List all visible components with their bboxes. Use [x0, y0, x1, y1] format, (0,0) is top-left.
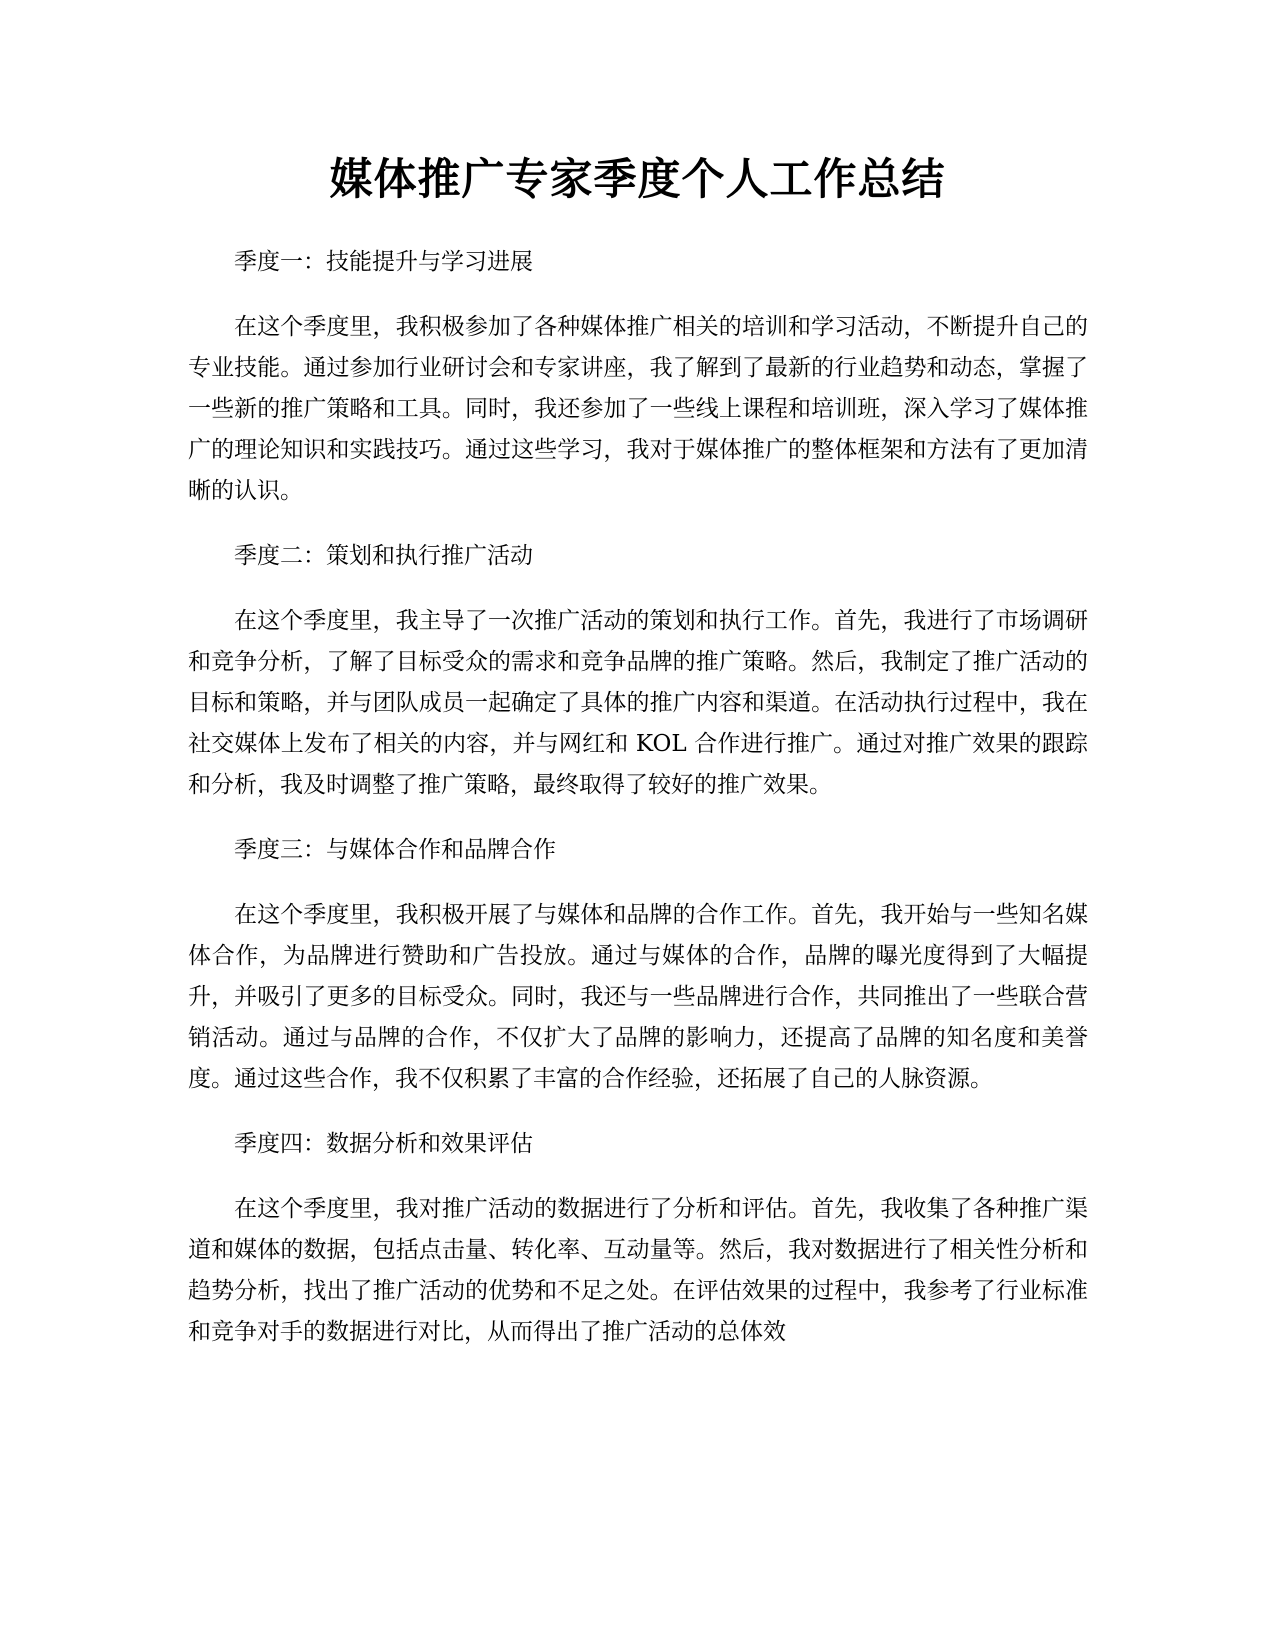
section-3-paragraph: 在这个季度里，我积极开展了与媒体和品牌的合作工作。首先，我开始与一些知名媒体合作，为品牌进行赞助和广告投放。通过与媒体的合作，品牌的曝光度得到了大幅提升，并吸引了更多的目标受众。同时，我还与一些品牌进行合作，共同推出了一些联合营销活动。通过与品牌的合作，不仅扩大了品牌的影响力，还提高了品牌的知名度和美誉度。通过这些合作，我不仅积累了丰富的合作经验，还拓展了自己的人脉资源。	[188, 902, 1088, 1092]
section-2-heading: 季度二：策划和执行推广活动	[234, 543, 533, 569]
section-4-paragraph: 在这个季度里，我对推广活动的数据进行了分析和评估。首先，我收集了各种推广渠道和媒体的数据，包括点击量、转化率、互动量等。然后，我对数据进行了相关性分析和趋势分析，找出了推广活动的优势和不足之处。在评估效果的过程中，我参考了行业标准和竞争对手的数据进行对比，从而得出了推广活动的总体效	[188, 1196, 1088, 1345]
section-1-paragraph: 在这个季度里，我积极参加了各种媒体推广相关的培训和学习活动，不断提升自己的专业技能。通过参加行业研讨会和专家讲座，我了解到了最新的行业趋势和动态，掌握了一些新的推广策略和工具。同时，我还参加了一些线上课程和培训班，深入学习了媒体推广的理论知识和实践技巧。通过这些学习，我对于媒体推广的整体框架和方法有了更加清晰的认识。	[188, 314, 1088, 504]
document-body	[188, 242, 1088, 1377]
section-2-paragraph: 在这个季度里，我主导了一次推广活动的策划和执行工作。首先，我进行了市场调研和竞争分析，了解了目标受众的需求和竞争品牌的推广策略。然后，我制定了推广活动的目标和策略，并与团队成员一起确定了具体的推广内容和渠道。在活动执行过程中，我在社交媒体上发布了相关的内容，并与网红和 KOL 合作进行推广。通过对推广效果的跟踪和分析，我及时调整了推广策略，最终取得了较好的推广效果。	[188, 608, 1088, 798]
section-3-heading: 季度三：与媒体合作和品牌合作	[234, 837, 556, 863]
section-1-heading: 季度一：技能提升与学习进展	[234, 249, 533, 275]
document-title: 媒体推广专家季度个人工作总结	[329, 155, 946, 205]
section-4-heading: 季度四：数据分析和效果评估	[234, 1131, 533, 1157]
